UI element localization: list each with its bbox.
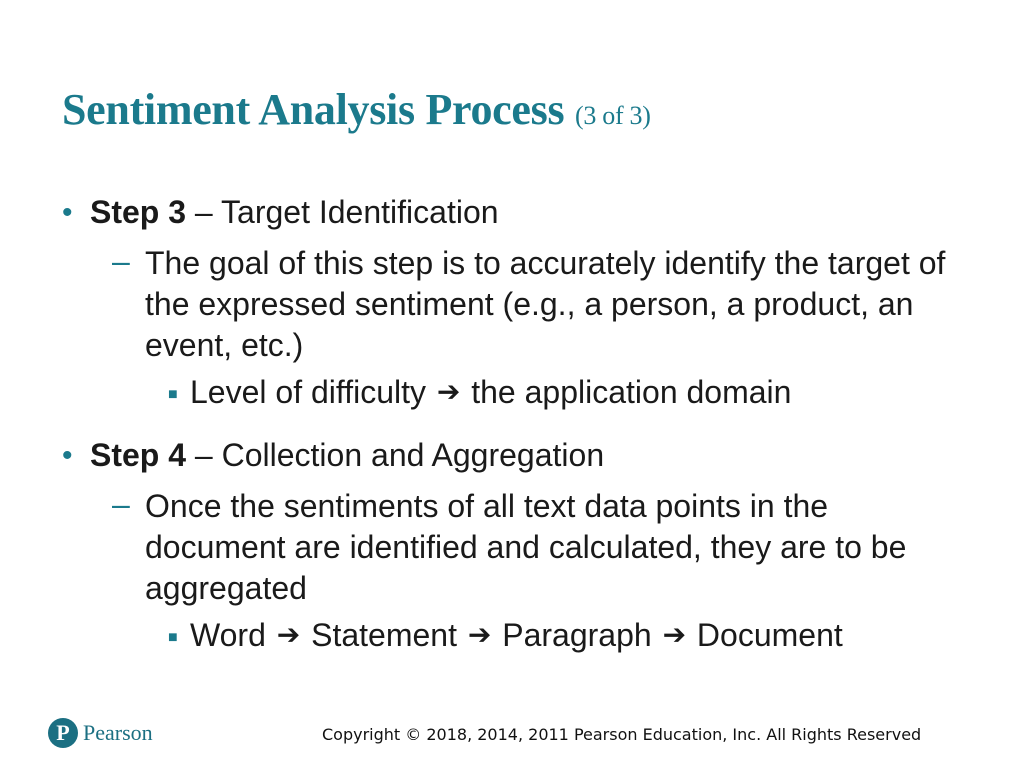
square-bullet-icon: ■ — [168, 386, 178, 403]
subsub-part: Level of difficulty — [190, 374, 426, 410]
subsub-bullet-text — [190, 372, 791, 414]
right-arrow-icon: ➔ — [276, 619, 301, 650]
step-description: – Target Identification — [186, 194, 499, 230]
bullet-dot-icon: • — [62, 196, 73, 229]
bullet-dot-icon: • — [62, 439, 73, 472]
step-description: – Collection and Aggregation — [186, 437, 605, 473]
subsub-part: Document — [696, 617, 843, 653]
copyright-notice: Copyright © 2018, 2014, 2011 Pearson Education, Inc. All Rights Reserved — [322, 725, 922, 744]
right-arrow-icon: ➔ — [662, 619, 687, 650]
subsub-bullet-text — [190, 615, 843, 657]
sub-bullet-text: The goal of this step is to accurately identify the target of the expressed sentiment (e.g., a person, a product, an event, etc.) — [145, 245, 946, 363]
pearson-p-icon: P — [48, 718, 78, 748]
dash-icon: – — [112, 243, 130, 279]
bullet-step-3-text — [90, 192, 499, 233]
square-bullet-icon: ■ — [168, 629, 178, 646]
right-arrow-icon: ➔ — [436, 376, 461, 407]
sub-bullet-text: Once the sentiments of all text data points in the document are identified and calculated, they are to be aggregated — [145, 488, 907, 606]
pearson-logo-text: Pearson — [83, 720, 153, 745]
slide-title-suffix: (3 of 3) — [575, 101, 651, 130]
subsub-part: Word — [190, 617, 266, 653]
slide-title-main: Sentiment Analysis Process — [62, 85, 565, 134]
pearson-logo — [48, 718, 153, 748]
slide-title — [62, 84, 651, 135]
step-label: Step 4 — [90, 437, 187, 473]
step-label: Step 3 — [90, 194, 187, 230]
subsub-part: the application domain — [471, 374, 792, 410]
subsub-part: Paragraph — [502, 617, 652, 653]
dash-icon: – — [112, 486, 130, 522]
subsub-part: Statement — [311, 617, 457, 653]
bullet-step-4-text — [90, 435, 604, 476]
right-arrow-icon: ➔ — [467, 619, 492, 650]
